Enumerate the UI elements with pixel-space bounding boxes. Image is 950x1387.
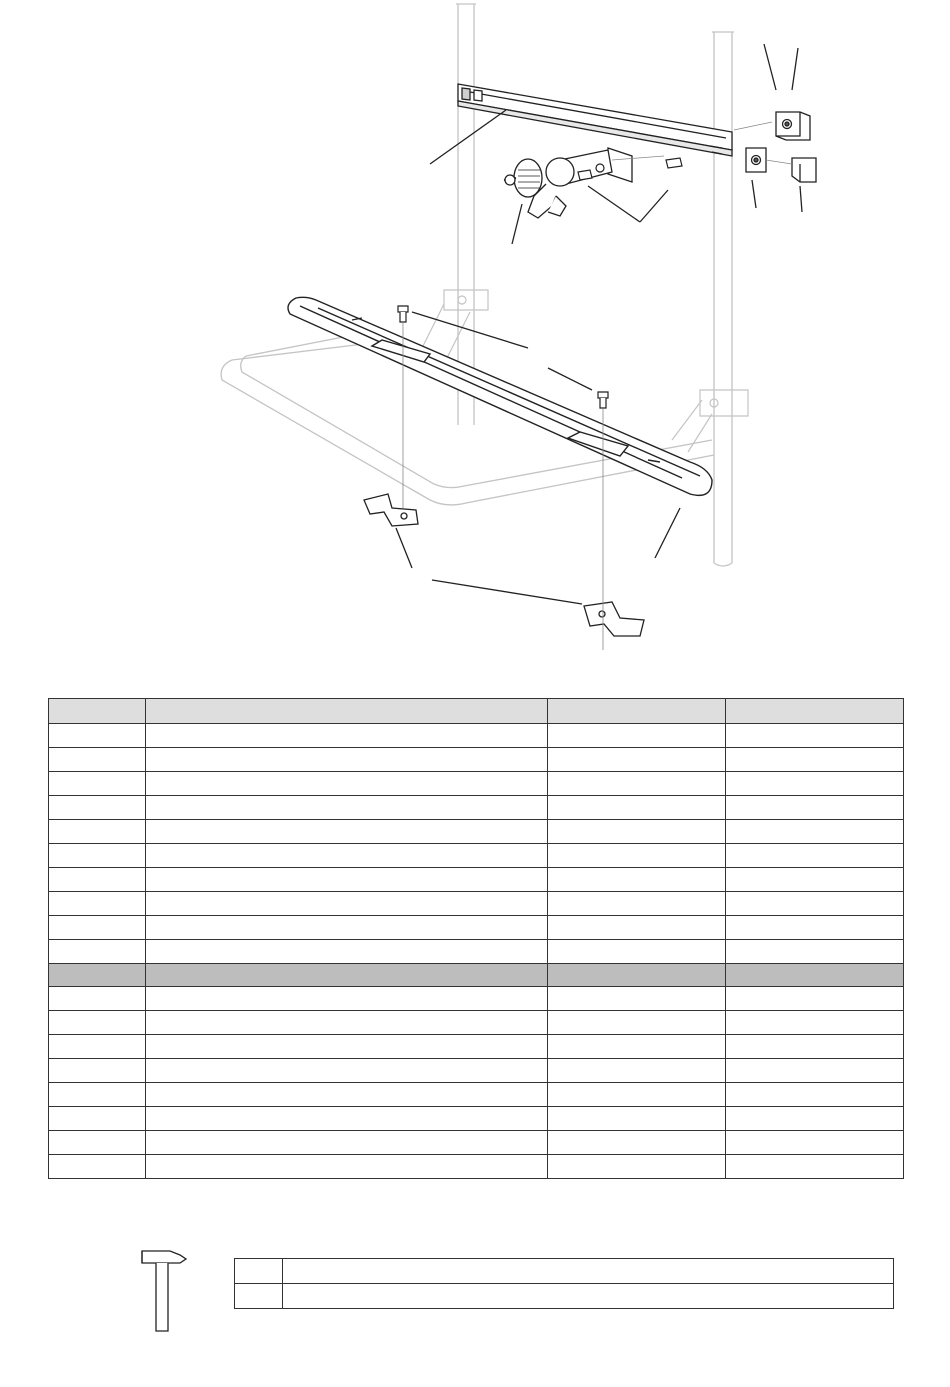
- table-cell: [548, 1131, 726, 1155]
- hinge-bracket-lower: [672, 390, 748, 452]
- tube-frame-icon: [288, 297, 712, 495]
- table-cell: [49, 796, 146, 820]
- table-cell: [49, 1107, 146, 1131]
- table-cell: [726, 1059, 904, 1083]
- table-cell: [548, 1107, 726, 1131]
- table-cell: [146, 1059, 548, 1083]
- table-cell: [146, 748, 548, 772]
- table-row: [49, 1107, 904, 1131]
- table-cell: [49, 724, 146, 748]
- table-cell: [726, 1011, 904, 1035]
- hammer-icon: [136, 1245, 196, 1337]
- table-cell: [146, 892, 548, 916]
- table-cell: [726, 868, 904, 892]
- table-cell: [49, 1035, 146, 1059]
- table-row: [49, 1059, 904, 1083]
- table-cell: [726, 1131, 904, 1155]
- table-cell: [548, 868, 726, 892]
- table-cell: [548, 820, 726, 844]
- table-cell: [49, 1011, 146, 1035]
- table-cell: [146, 796, 548, 820]
- table-cell: [49, 748, 146, 772]
- header-cell: [548, 699, 726, 724]
- table-cell: [146, 1155, 548, 1179]
- table-cell: [548, 940, 726, 964]
- section-cell: [146, 964, 548, 987]
- table-cell: [548, 772, 726, 796]
- table-cell: [726, 844, 904, 868]
- table-cell: [548, 987, 726, 1011]
- table-cell: [726, 1155, 904, 1179]
- table-row: [49, 820, 904, 844]
- table-cell: [726, 1107, 904, 1131]
- table-cell: [146, 772, 548, 796]
- table-cell: [726, 820, 904, 844]
- table-header-row: [49, 699, 904, 724]
- table-cell: [548, 1011, 726, 1035]
- table-row: [49, 987, 904, 1011]
- mounting-clamp-icon: [504, 148, 632, 218]
- table-cell: [548, 892, 726, 916]
- table-section-row: [49, 964, 904, 987]
- table-row: [49, 1011, 904, 1035]
- table-cell: [283, 1284, 894, 1309]
- table-cell: [548, 1083, 726, 1107]
- table-cell: [726, 1035, 904, 1059]
- table-cell: [283, 1259, 894, 1284]
- parts-table: [48, 698, 904, 1179]
- table-cell: [49, 1083, 146, 1107]
- end-cap-icon: [746, 112, 816, 182]
- table-cell: [726, 916, 904, 940]
- section-cell: [49, 964, 146, 987]
- assembly-diagram: [0, 0, 950, 680]
- table-cell: [146, 987, 548, 1011]
- rail-icon: [458, 84, 732, 156]
- table-cell: [146, 1035, 548, 1059]
- table-row: [235, 1284, 894, 1309]
- table-row: [49, 940, 904, 964]
- section-cell: [548, 964, 726, 987]
- table-cell: [146, 844, 548, 868]
- table-cell: [726, 1083, 904, 1107]
- table-cell: [726, 748, 904, 772]
- table-cell: [548, 796, 726, 820]
- table-cell: [726, 796, 904, 820]
- table-cell: [726, 987, 904, 1011]
- table-row: [49, 1035, 904, 1059]
- table-cell: [49, 772, 146, 796]
- section-cell: [726, 964, 904, 987]
- table-cell: [146, 940, 548, 964]
- table-cell: [49, 940, 146, 964]
- table-row: [49, 772, 904, 796]
- table-cell: [146, 1107, 548, 1131]
- table-cell: [49, 1059, 146, 1083]
- table-row: [49, 1155, 904, 1179]
- header-cell: [146, 699, 548, 724]
- table-cell: [726, 940, 904, 964]
- table-row: [49, 796, 904, 820]
- table-cell: [146, 820, 548, 844]
- foot-bracket-icon: [364, 494, 644, 636]
- table-cell: [146, 724, 548, 748]
- table-cell: [548, 916, 726, 940]
- table-cell: [548, 844, 726, 868]
- table-cell: [49, 844, 146, 868]
- table-cell: [49, 1131, 146, 1155]
- table-cell: [726, 772, 904, 796]
- header-cell: [49, 699, 146, 724]
- header-cell: [726, 699, 904, 724]
- table-cell: [548, 1035, 726, 1059]
- table-cell: [49, 892, 146, 916]
- tools-table: [234, 1258, 894, 1309]
- table-cell: [235, 1259, 283, 1284]
- table-cell: [146, 916, 548, 940]
- table-row: [235, 1259, 894, 1284]
- table-cell: [49, 1155, 146, 1179]
- table-row: [49, 844, 904, 868]
- table-row: [49, 892, 904, 916]
- table-cell: [548, 1155, 726, 1179]
- table-cell: [548, 1059, 726, 1083]
- table-cell: [146, 1083, 548, 1107]
- upright-tube-right: [712, 32, 734, 566]
- table-cell: [548, 748, 726, 772]
- table-cell: [146, 1011, 548, 1035]
- table-cell: [726, 892, 904, 916]
- table-row: [49, 748, 904, 772]
- table-row: [49, 916, 904, 940]
- table-cell: [235, 1284, 283, 1309]
- footrest-frame: [221, 331, 714, 505]
- table-cell: [49, 987, 146, 1011]
- table-row: [49, 1131, 904, 1155]
- table-cell: [146, 868, 548, 892]
- table-cell: [49, 868, 146, 892]
- table-row: [49, 724, 904, 748]
- table-cell: [726, 724, 904, 748]
- table-row: [49, 868, 904, 892]
- table-cell: [548, 724, 726, 748]
- table-cell: [49, 820, 146, 844]
- table-row: [49, 1083, 904, 1107]
- table-cell: [146, 1131, 548, 1155]
- table-cell: [49, 916, 146, 940]
